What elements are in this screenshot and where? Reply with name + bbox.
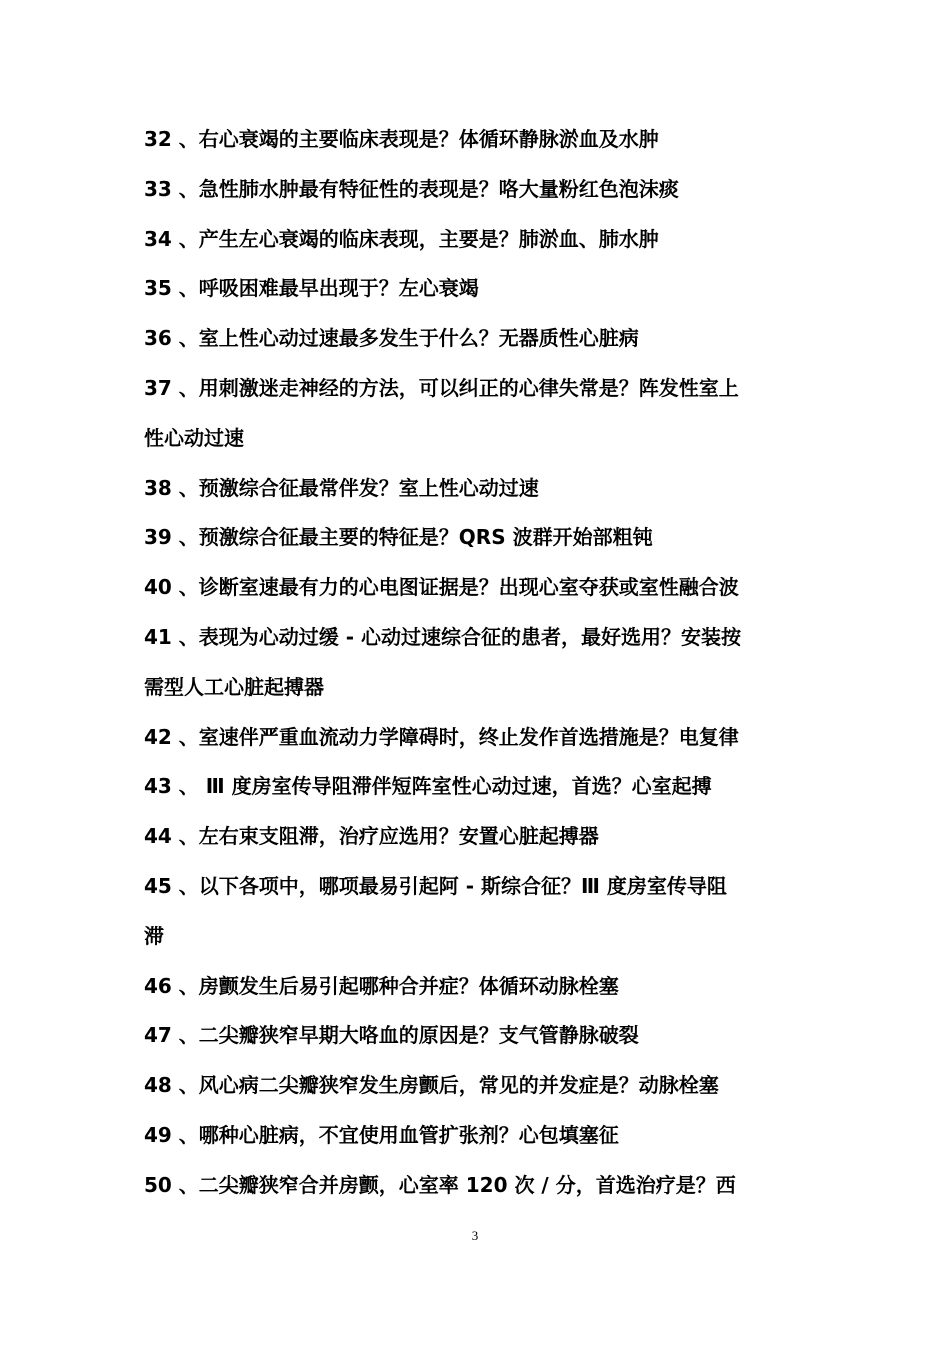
text-line-44: 44 、左右束支阻滞，治疗应选用？安置心脏起搏器 [144, 824, 599, 849]
text-line-33: 33 、急性肺水肿最有特征性的表现是？咯大量粉红色泡沫痰 [144, 176, 679, 201]
text-line-39: 39 、预激综合征最主要的特征是？QRS 波群开始部粗钝 [144, 525, 653, 550]
text-line-43: 43 、 Ⅲ 度房室传导阻滞伴短阵室性心动过速，首选？心室起搏 [144, 774, 712, 799]
text-body [144, 115, 814, 1211]
page-number: 3 [471, 1228, 479, 1243]
text-line-42: 42 、室速伴严重血流动力学障碍时，终止发作首选措施是？电复律 [144, 724, 739, 749]
text-line-41: 41 、表现为心动过缓 - 心动过速综合征的患者，最好选用？安装按 [144, 624, 742, 649]
text-line-37-cont: 性心动过速 [144, 425, 244, 450]
text-line-45-cont: 滞 [144, 923, 164, 948]
text-line-48: 48 、风心病二尖瓣狭窄发生房颤后，常见的并发症是？动脉栓塞 [144, 1073, 719, 1098]
text-line-40: 40 、诊断室速最有力的心电图证据是？出现心室夺获或室性融合波 [144, 575, 739, 600]
text-line-50: 50 、二尖瓣狭窄合并房颤，心室率 120 次 / 分，首选治疗是？西 [144, 1172, 736, 1197]
text-line-49: 49 、哪种心脏病，不宜使用血管扩张剂？心包填塞征 [144, 1122, 619, 1147]
text-line-34: 34 、产生左心衰竭的临床表现，主要是？肺淤血、肺水肿 [144, 226, 659, 251]
text-line-35: 35 、呼吸困难最早出现于？左心衰竭 [144, 276, 479, 301]
text-line-47: 47 、二尖瓣狭窄早期大咯血的原因是？支气管静脉破裂 [144, 1023, 639, 1048]
text-line-45: 45 、以下各项中，哪项最易引起阿 - 斯综合征？Ⅲ 度房室传导阻 [144, 873, 727, 898]
text-line-46: 46 、房颤发生后易引起哪种合并症？体循环动脉栓塞 [144, 973, 619, 998]
text-line-36: 36 、室上性心动过速最多发生于什么？无器质性心脏病 [144, 326, 639, 351]
text-line-38: 38 、预激综合征最常伴发？室上性心动过速 [144, 475, 539, 500]
text-line-32: 32 、右心衰竭的主要临床表现是？体循环静脉淤血及水肿 [144, 127, 659, 151]
text-line-37: 37 、用刺激迷走神经的方法，可以纠正的心律失常是？阵发性室上 [144, 375, 739, 400]
text-line-41-cont: 需型人工心脏起搏器 [144, 674, 324, 699]
